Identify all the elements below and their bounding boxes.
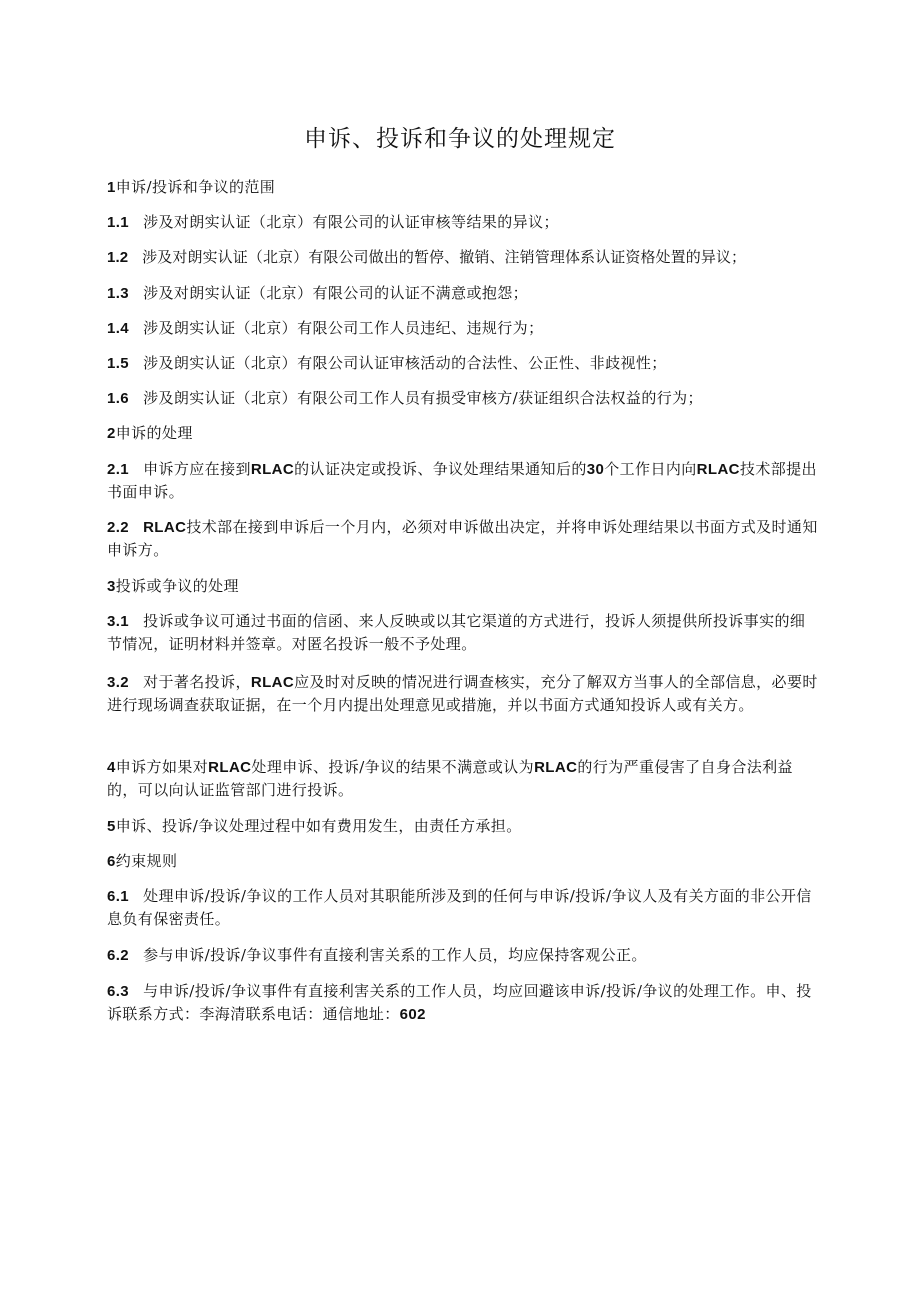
clause-text: 涉及朗实认证（北京）有限公司认证审核活动的合法性、公正性、非歧视性； [143, 354, 667, 372]
clause-text: 对于著名投诉， [143, 673, 251, 691]
clause-text: 处理申诉/投诉/争议的工作人员对其职能所涉及到的任何与申诉/投诉/争议人及有关方面的非公开信息负有保密责任。 [107, 887, 812, 928]
clause-number: 2.2 [107, 519, 130, 536]
section-3-heading [107, 575, 819, 598]
clause-number: 1.3 [107, 285, 130, 302]
section-text: 的行为严重侵害了自身合法利益的，可以向认证监管部门进行投诉。 [107, 758, 793, 799]
section-text: 申诉、投诉/争议处理过程中如有费用发生，由责任方承担。 [115, 817, 522, 835]
clause-2-2 [107, 516, 819, 562]
org-abbrev: RLAC [143, 519, 187, 536]
clause-text: 涉及对朗实认证（北京）有限公司的认证不满意或抱怨； [143, 284, 529, 302]
clause-number: 1.4 [107, 320, 130, 337]
section-6-heading [107, 850, 819, 873]
day-count: 30 [586, 461, 605, 478]
clause-number: 1.5 [107, 355, 130, 372]
section-text: 投诉或争议的处理 [115, 577, 239, 595]
clause-number: 1.1 [107, 214, 130, 231]
clause-text: 与申诉/投诉/争议事件有直接利害关系的工作人员，均应回避该申诉/投诉/争议的处理工作。申、投诉联系方式：李海清联系电话：通信地址： [107, 982, 812, 1023]
org-abbrev: RLAC [696, 461, 740, 478]
clause-text: 参与申诉/投诉/争议事件有直接利害关系的工作人员，均应保持客观公正。 [143, 946, 647, 964]
clause-number: 6.2 [107, 947, 130, 964]
address-number: 602 [399, 1006, 426, 1023]
clause-6-3 [107, 980, 819, 1026]
clause-1-3 [107, 282, 819, 305]
clause-number: 1.6 [107, 390, 130, 407]
section-number: 2 [107, 425, 116, 442]
clause-text: 个工作日内向 [604, 460, 697, 478]
section-number: 3 [107, 578, 116, 595]
clause-number: 3.2 [107, 674, 130, 691]
section-number: 5 [107, 818, 116, 835]
org-abbrev: RLAC [534, 759, 578, 776]
clause-text: 技术部提出书面申诉。 [107, 460, 817, 501]
clause-1-6 [107, 387, 819, 410]
clause-text: 涉及朗实认证（北京）有限公司工作人员违纪、违规行为； [143, 319, 544, 337]
clause-number: 6.1 [107, 888, 130, 905]
clause-1-4 [107, 317, 819, 340]
section-1-heading [107, 176, 819, 199]
clause-1-1 [107, 211, 819, 234]
clause-number: 1.2 [107, 249, 129, 266]
section-number: 6 [107, 853, 116, 870]
clause-number: 2.1 [107, 461, 130, 478]
section-text: 申诉方如果对 [115, 758, 209, 776]
section-4 [107, 756, 819, 802]
org-abbrev: RLAC [250, 461, 295, 478]
clause-1-2 [107, 246, 827, 269]
document-title: 申诉、投诉和争议的处理规定 [304, 126, 616, 152]
clause-number: 6.3 [107, 983, 130, 1000]
clause-text: 涉及对朗实认证（北京）有限公司的认证审核等结果的异议； [143, 213, 559, 231]
clause-1-5 [107, 352, 819, 375]
section-2-heading [107, 422, 819, 445]
section-text: 约束规则 [115, 852, 178, 870]
org-abbrev: RLAC [250, 674, 295, 691]
clause-2-1 [107, 458, 819, 504]
section-text: 申诉的处理 [115, 424, 193, 442]
clause-6-2 [107, 944, 819, 967]
clause-number: 3.1 [107, 613, 130, 630]
clause-text: 技术部在接到申诉后一个月内，必须对申诉做出决定，并将申诉处理结果以书面方式及时通知申诉方。 [107, 518, 818, 559]
clause-6-1 [107, 885, 819, 931]
section-text: 申诉/投诉和争议的范围 [115, 178, 276, 196]
section-5 [107, 815, 819, 838]
section-number: 1 [107, 179, 116, 196]
clause-text: 涉及对朗实认证（北京）有限公司做出的暂停、撤销、注销管理体系认证资格处置的异议； [142, 248, 747, 266]
clause-3-2 [107, 671, 819, 717]
section-number: 4 [107, 759, 116, 776]
clause-text: 的认证决定或投诉、争议处理结果通知后的 [294, 460, 587, 478]
clause-text: 应及时对反映的情况进行调查核实，充分了解双方当事人的全部信息，必要时进行现场调查获取证据，在一个月内提出处理意见或措施，并以书面方式通知投诉人或有关方。 [107, 673, 818, 714]
section-text: 处理申诉、投诉/争议的结果不满意或认为 [251, 758, 535, 776]
clause-text: 涉及朗实认证（北京）有限公司工作人员有损受审核方/获证组织合法权益的行为； [143, 389, 703, 407]
clause-3-1 [107, 610, 819, 656]
org-abbrev: RLAC [208, 759, 252, 776]
clause-text: 投诉或争议可通过书面的信函、来人反映或以其它渠道的方式进行，投诉人须提供所投诉事实的细节情况，证明材料并签章。对匿名投诉一般不予处理。 [107, 612, 806, 653]
clause-text: 申诉方应在接到 [143, 460, 251, 478]
